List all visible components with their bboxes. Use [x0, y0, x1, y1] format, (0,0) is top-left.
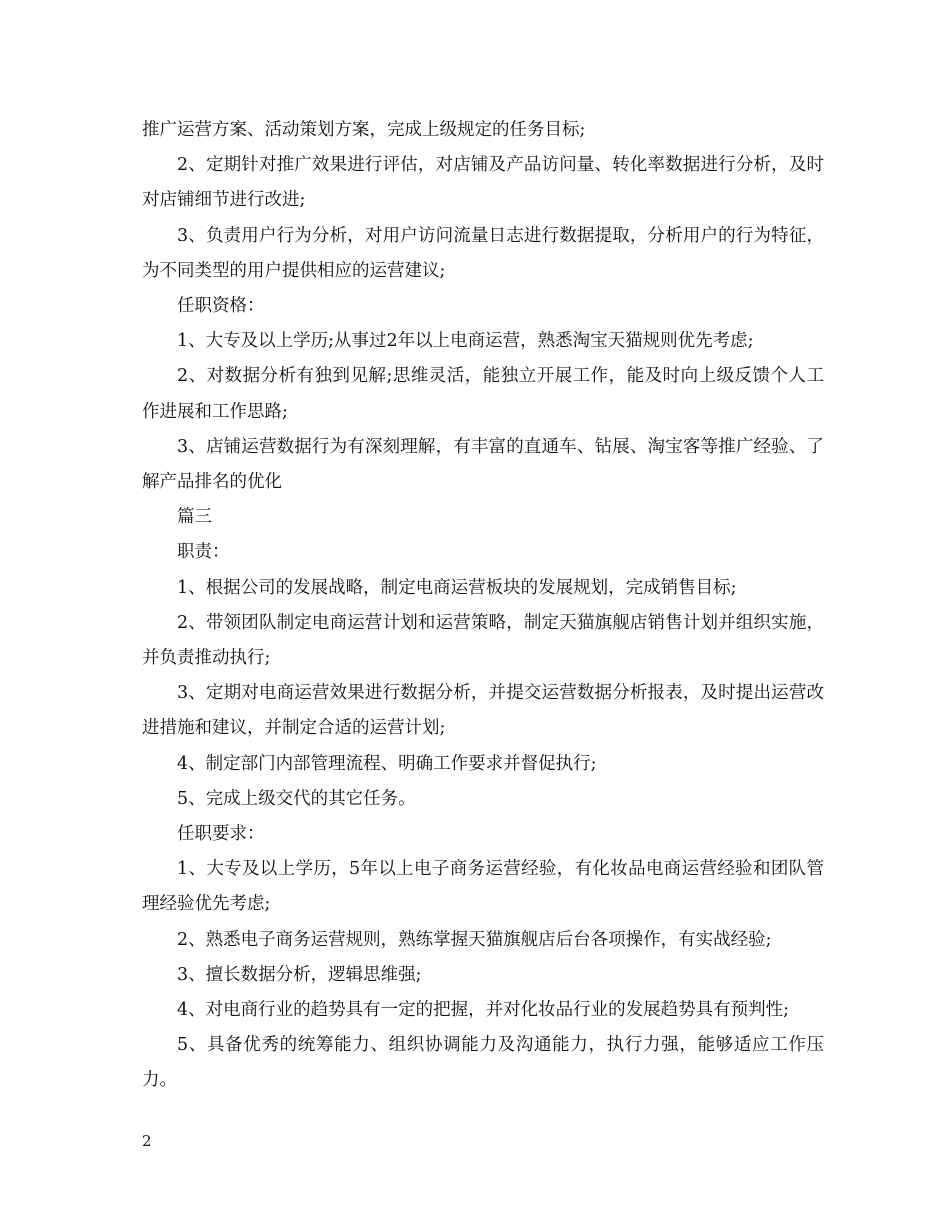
paragraph: 1、根据公司的发展战略，制定电商运营板块的发展规划，完成销售目标; — [177, 577, 737, 598]
paragraph: 5、完成上级交代的其它任务。 — [177, 788, 416, 809]
section-heading: 任职要求： — [177, 824, 265, 845]
paragraph: 1、大专及以上学历;从事过2年以上电商运营，熟悉淘宝天猫规则优先考虑; — [177, 331, 754, 352]
paragraph: 1、大专及以上学历，5年以上电子商务运营经验，有化妆品电商运营经验和团队管理经验优先考虑; — [142, 859, 824, 915]
paragraph: 3、店铺运营数据行为有深刻理解，有丰富的直通车、钻展、淘宝客等推广经验、了解产品排名的优化 — [142, 436, 824, 493]
paragraph: 3、擅长数据分析，逻辑思维强; — [177, 964, 422, 985]
page-number: 2 — [142, 1132, 152, 1150]
paragraph: 2、对数据分析有独到见解;思维灵活，能独立开展工作，能及时向上级反馈个人工作进展和工作思路; — [142, 366, 824, 422]
document-body — [142, 113, 824, 1099]
paragraph: 2、带领团队制定电商运营计划和运营策略，制定天猫旗舰店销售计划并组织实施，并负责推动执行; — [142, 612, 824, 669]
section-heading: 篇三 — [177, 507, 212, 528]
paragraph: 推广运营方案、活动策划方案，完成上级规定的任务目标; — [142, 120, 586, 140]
section-heading: 职责： — [177, 542, 230, 563]
paragraph: 2、定期针对推广效果进行评估，对店铺及产品访问量、转化率数据进行分析，及时对店铺细节进行改进; — [142, 155, 824, 211]
paragraph: 4、制定部门内部管理流程、明确工作要求并督促执行; — [177, 753, 597, 774]
paragraph: 3、定期对电商运营效果进行数据分析，并提交运营数据分析报表，及时提出运营改进措施和建议，并制定合适的运营计划; — [142, 683, 824, 739]
paragraph: 2、熟悉电子商务运营规则，熟练掌握天猫旗舰店后台各项操作，有实战经验; — [177, 929, 772, 950]
paragraph: 5、具备优秀的统筹能力、组织协调能力及沟通能力，执行力强，能够适应工作压力。 — [142, 1035, 824, 1091]
section-heading: 任职资格： — [177, 296, 265, 317]
paragraph: 4、对电商行业的趋势具有一定的把握，并对化妆品行业的发展趋势具有预判性; — [177, 1000, 790, 1021]
paragraph: 3、负责用户行为分析，对用户访问流量日志进行数据提取，分析用户的行为特征，为不同类型的用户提供相应的运营建议; — [142, 225, 824, 281]
